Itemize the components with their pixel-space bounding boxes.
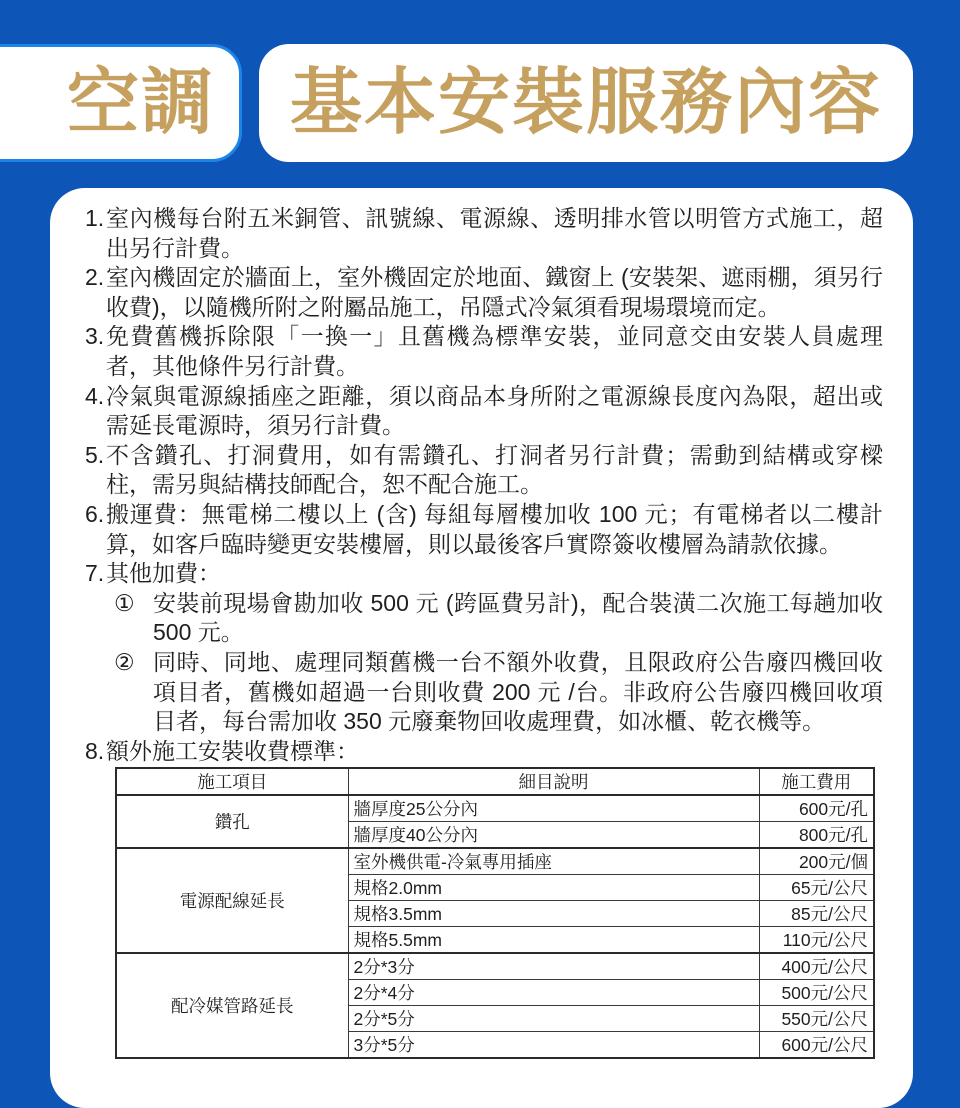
cell-desc: 室外機供電-冷氣專用插座: [348, 848, 759, 875]
item-text: 不含鑽孔、打洞費用，如有需鑽孔、打洞者另行計費；需動到結構或穿樑柱，需另與結構技師配合，恕不配合施工。: [106, 441, 883, 498]
item-text: 室內機固定於牆面上，室外機固定於地面、鐵窗上 (安裝架、遮雨棚，須另行收費)，以隨機所附之附屬品施工，吊隱式冷氣須看現場環境而定。: [106, 264, 883, 320]
list-item-4: [85, 382, 883, 441]
list-item-1: [85, 204, 883, 263]
list-item-5: [85, 441, 883, 500]
item-text: 室內機每台附五米銅管、訊號線、電源線、透明排水管以明管方式施工，超出另行計費。: [106, 205, 883, 261]
sub-item-marker: ②: [114, 648, 135, 675]
cell-item-power-wiring: 電源配線延長: [116, 848, 348, 953]
cell-fee: 600元/公尺: [759, 1032, 874, 1059]
list-item-7: [85, 559, 883, 737]
item-number: 6.: [85, 500, 105, 527]
cell-desc: 牆厚度25公分內: [348, 795, 759, 822]
col-header-fee: 施工費用: [759, 768, 874, 795]
cell-fee: 110元/公尺: [759, 927, 874, 954]
badge-label: 空調: [66, 63, 215, 143]
cell-desc: 3分*5分: [348, 1032, 759, 1059]
item-number: 5.: [85, 441, 105, 468]
cell-desc: 2分*3分: [348, 953, 759, 980]
table-row: [116, 795, 874, 822]
cell-desc: 規格3.5mm: [348, 901, 759, 927]
cell-desc: 2分*4分: [348, 980, 759, 1006]
col-header-desc: 細目說明: [348, 768, 759, 795]
service-terms-list: [85, 204, 883, 766]
table-row: [116, 848, 874, 875]
item-text: 額外施工安裝收費標準：: [106, 737, 359, 764]
col-header-item: 施工項目: [116, 768, 348, 795]
header-title-box: [259, 44, 913, 162]
sub-item-1: [114, 589, 883, 648]
header-badge: [0, 44, 242, 162]
item-number: 4.: [85, 382, 105, 409]
item-number: 3.: [85, 323, 105, 350]
table-row: [116, 953, 874, 980]
item-text: [106, 559, 883, 737]
item-number: 8.: [85, 737, 105, 764]
list-item-3: [85, 322, 883, 381]
item-7-heading: 其他加費：: [106, 560, 221, 587]
cell-fee: 550元/公尺: [759, 1006, 874, 1032]
list-item-2: [85, 263, 883, 322]
page-title: 基本安裝服務內容: [289, 63, 882, 143]
cell-fee: 400元/公尺: [759, 953, 874, 980]
sub-item-marker: ①: [114, 589, 135, 616]
cell-item-refrigerant-piping: 配冷媒管路延長: [116, 953, 348, 1058]
cell-fee: 800元/孔: [759, 822, 874, 849]
table-header-row: [116, 768, 874, 795]
sub-item-text: 同時、同地、處理同類舊機一台不額外收費，且限政府公告廢四機回收項目者，舊機如超過一台則收費 200 元 /台。非政府公告廢四機回收項目者，每台需加收 350 元廢棄物回收處理費，如冰櫃、乾衣機等。: [153, 648, 883, 735]
sub-item-2: [114, 648, 883, 737]
list-item-6: [85, 500, 883, 559]
item-number: 1.: [85, 205, 105, 231]
cell-desc: 牆厚度40公分內: [348, 822, 759, 849]
list-item-8: [85, 737, 883, 767]
cell-desc: 規格5.5mm: [348, 927, 759, 954]
cell-desc: 規格2.0mm: [348, 875, 759, 901]
item-text: 免費舊機拆除限「一換一」且舊機為標準安裝，並同意交由安裝人員處理者，其他條件另行計費。: [106, 323, 883, 379]
sub-item-text: 安裝前現場會勘加收 500 元 (跨區費另計)，配合裝潢二次施工每趟加收 500 元。: [153, 589, 883, 646]
cell-fee: 200元/個: [759, 848, 874, 875]
item-number: 7.: [85, 560, 105, 587]
cell-fee: 85元/公尺: [759, 901, 874, 927]
cell-desc: 2分*5分: [348, 1006, 759, 1032]
cell-item-drilling: 鑽孔: [116, 795, 348, 848]
item-number: 2.: [85, 264, 105, 291]
fee-table: [115, 767, 875, 1059]
item-text: 冷氣與電源線插座之距離，須以商品本身所附之電源線長度內為限，超出或需延長電源時，須另行計費。: [106, 382, 883, 439]
item-text: 搬運費：無電梯二樓以上 (含) 每組每層樓加收 100 元；有電梯者以二樓計算，如客戶臨時變更安裝樓層，則以最後客戶實際簽收樓層為請款依據。: [106, 500, 883, 557]
content-card: [50, 188, 913, 1108]
cell-fee: 600元/孔: [759, 795, 874, 822]
cell-fee: 65元/公尺: [759, 875, 874, 901]
cell-fee: 500元/公尺: [759, 980, 874, 1006]
